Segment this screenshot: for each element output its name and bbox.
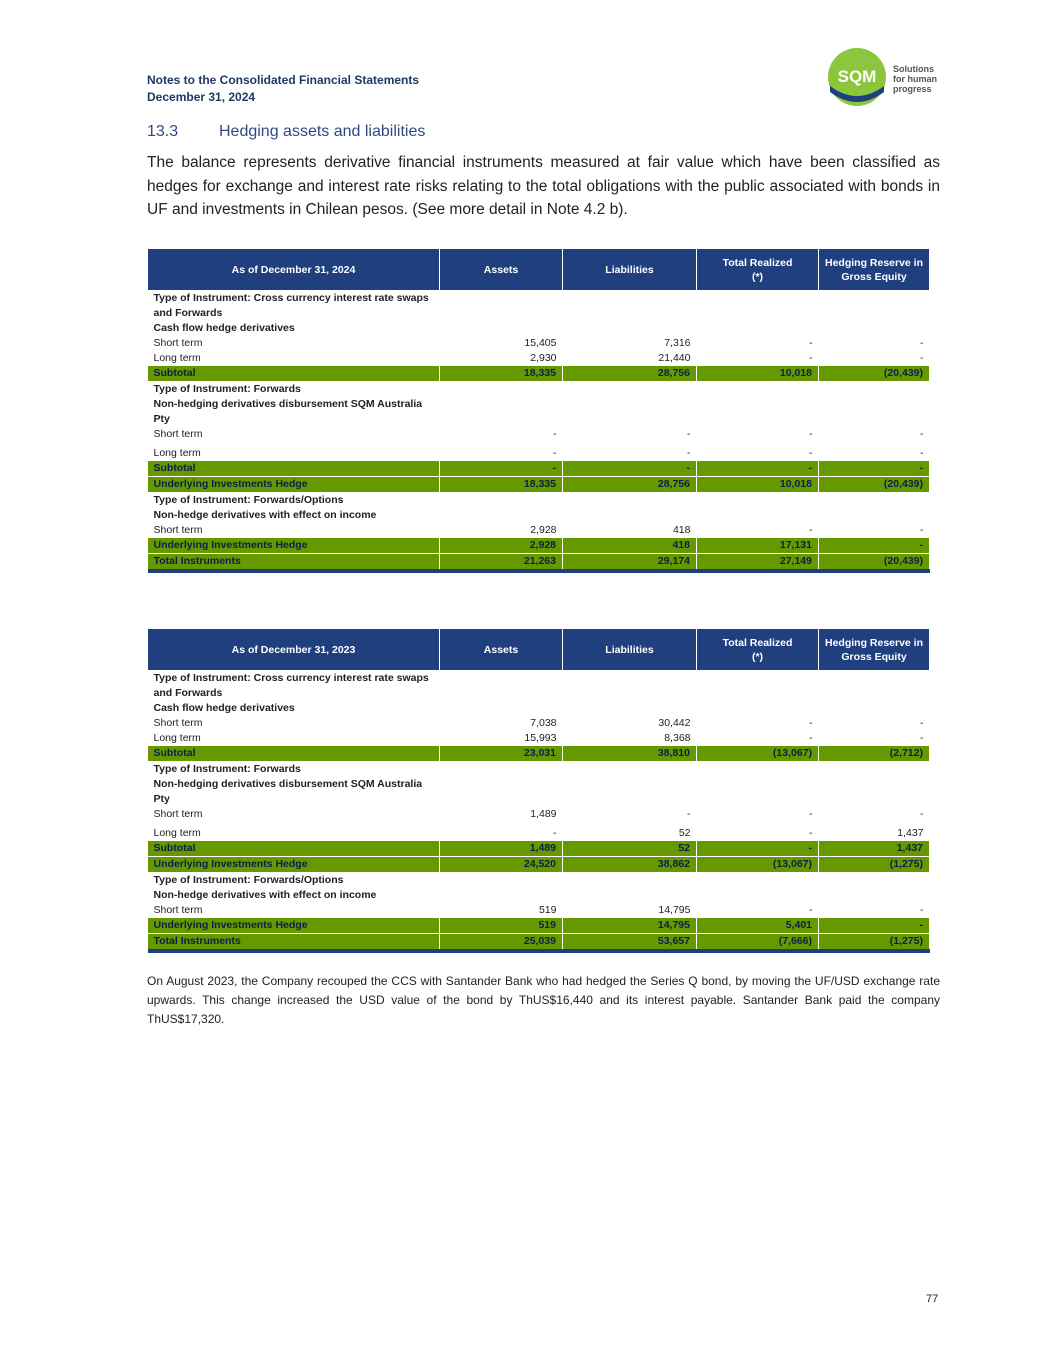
header-hedging-reserve: Hedging Reserve in Gross Equity [819, 249, 930, 291]
cell-assets: - [553, 447, 557, 459]
cell-total-realized: 17,131 [697, 538, 819, 554]
cell-liabilities [563, 382, 697, 398]
cell-assets [440, 888, 563, 903]
cell-hedging-reserve: - [819, 538, 930, 554]
cell-hedging-reserve: - [920, 717, 924, 729]
row-label: Underlying Investments Hedge [148, 918, 440, 934]
cell-hedging-reserve: (1,275) [819, 857, 930, 873]
row-label: Short term [153, 428, 203, 440]
table-row-total [148, 857, 930, 873]
cell-assets: 25,039 [440, 934, 563, 952]
cell-assets: 1,489 [440, 841, 563, 857]
table-row-total [148, 841, 930, 857]
cell-liabilities [563, 493, 697, 509]
section-number: 13.3 [147, 123, 179, 140]
table-row [148, 807, 930, 822]
cell-hedging-reserve [819, 671, 930, 702]
table-row-total [148, 461, 930, 477]
row-label: Long term [153, 827, 201, 839]
cell-total-realized [697, 508, 819, 523]
table-row [148, 731, 930, 746]
cell-hedging-reserve: - [920, 352, 924, 364]
cell-total-realized: - [697, 461, 819, 477]
cell-total-realized [697, 873, 819, 889]
cell-hedging-reserve: - [920, 428, 924, 440]
table-body [148, 291, 930, 574]
cell-total-realized [697, 777, 819, 807]
table-row [148, 336, 930, 351]
cell-assets: 21,263 [440, 554, 563, 572]
cell-liabilities [563, 888, 697, 903]
table-row-category [148, 493, 930, 509]
cell-total-realized: 10,018 [697, 477, 819, 493]
cell-assets [440, 493, 563, 509]
document-header [147, 72, 419, 106]
header-liabilities: Liabilities [563, 629, 697, 671]
cell-liabilities [563, 397, 697, 427]
cell-hedging-reserve [819, 777, 930, 807]
row-label: Cash flow hedge derivatives [153, 702, 295, 714]
cell-total-realized [697, 321, 819, 336]
row-label: Non-hedging derivatives disbursement SQM Australia Pty [153, 398, 423, 425]
table-row-category [148, 382, 930, 398]
row-label: Subtotal [148, 366, 440, 382]
row-label: Short term [153, 808, 203, 820]
cell-total-realized: (13,067) [697, 857, 819, 873]
cell-total-realized [697, 493, 819, 509]
intro-paragraph: The balance represents derivative financial instruments measured at fair value which have been classified as hedges for exchange and interest rate risks relating to the total obligations with the public associated with bonds in UF and investments in Chilean pesos. (See more detail in Note 4.2 b). [147, 154, 940, 218]
header-assets: Assets [440, 249, 563, 291]
cell-assets: 15,993 [524, 732, 557, 744]
table-row-total [148, 538, 930, 554]
cell-assets [440, 291, 563, 322]
cell-total-realized: - [809, 808, 813, 820]
header-title-line2: December 31, 2024 [147, 90, 256, 104]
header-hedging-reserve: Hedging Reserve in Gross Equity [819, 629, 930, 671]
cell-total-realized [697, 762, 819, 778]
cell-assets: 18,335 [440, 477, 563, 493]
cell-hedging-reserve [819, 888, 930, 903]
cell-total-realized: 5,401 [697, 918, 819, 934]
row-label: Type of Instrument: Cross currency interest rate swaps and Forwards [153, 672, 429, 699]
cell-hedging-reserve: - [920, 337, 924, 349]
cell-liabilities [563, 321, 697, 336]
row-label: Type of Instrument: Forwards/Options [153, 494, 344, 506]
cell-hedging-reserve: (20,439) [819, 554, 930, 572]
logo-tagline-3: progress [893, 84, 932, 94]
cell-assets [440, 397, 563, 427]
cell-hedging-reserve: (1,275) [819, 934, 930, 952]
cell-hedging-reserve: 1,437 [897, 827, 924, 839]
cell-total-realized: - [809, 732, 813, 744]
cell-assets [440, 762, 563, 778]
cell-assets [440, 671, 563, 702]
table-bottom-rule [148, 951, 930, 953]
cell-hedging-reserve [819, 493, 930, 509]
cell-liabilities: 14,795 [563, 918, 697, 934]
page-number: 77 [926, 1293, 939, 1305]
cell-liabilities: 29,174 [563, 554, 697, 572]
row-label: Long term [153, 447, 201, 459]
row-label: Subtotal [148, 461, 440, 477]
row-label: Type of Instrument: Forwards [153, 763, 301, 775]
logo-tagline-2: for human [893, 74, 937, 84]
row-label: Non-hedging derivatives disbursement SQM Australia Pty [153, 778, 423, 805]
cell-total-realized: - [809, 337, 813, 349]
cell-hedging-reserve [819, 291, 930, 322]
cell-liabilities [563, 777, 697, 807]
cell-assets: 1,489 [530, 808, 557, 820]
cell-hedging-reserve: - [819, 461, 930, 477]
cell-total-realized [697, 382, 819, 398]
row-label: Long term [153, 352, 201, 364]
row-label: Subtotal [148, 746, 440, 762]
cell-hedging-reserve [819, 397, 930, 427]
cell-assets: 7,038 [530, 717, 557, 729]
cell-hedging-reserve: - [920, 808, 924, 820]
row-label: Underlying Investments Hedge [148, 477, 440, 493]
cell-assets [440, 873, 563, 889]
cell-hedging-reserve: - [920, 732, 924, 744]
table-row-category [148, 777, 930, 807]
cell-total-realized: (13,067) [697, 746, 819, 762]
cell-total-realized: - [809, 428, 813, 440]
cell-total-realized: - [809, 524, 813, 536]
section-heading [147, 123, 425, 141]
table-row-total [148, 918, 930, 934]
cell-assets: - [553, 827, 557, 839]
cell-total-realized [697, 671, 819, 702]
header-period: As of December 31, 2024 [148, 249, 440, 291]
table-row-category [148, 873, 930, 889]
row-label: Short term [153, 524, 203, 536]
cell-liabilities: 38,862 [563, 857, 697, 873]
cell-total-realized: - [809, 447, 813, 459]
header-assets: Assets [440, 629, 563, 671]
row-label: Non-hedge derivatives with effect on income [153, 889, 377, 901]
cell-total-realized: - [809, 904, 813, 916]
row-label: Long term [153, 732, 201, 744]
hedging-table-2024 [147, 248, 930, 573]
table-row-total [148, 366, 930, 382]
cell-liabilities: 418 [563, 538, 697, 554]
row-label: Total Instruments [148, 934, 440, 952]
section-title: Hedging assets and liabilities [219, 123, 426, 140]
cell-liabilities: 418 [672, 524, 691, 536]
table-row [148, 822, 930, 841]
cell-total-realized: 10,018 [697, 366, 819, 382]
cell-assets: 24,520 [440, 857, 563, 873]
cell-hedging-reserve: - [920, 447, 924, 459]
cell-total-realized [697, 701, 819, 716]
cell-liabilities: 53,657 [563, 934, 697, 952]
cell-assets: 18,335 [440, 366, 563, 382]
cell-liabilities: - [563, 461, 697, 477]
cell-hedging-reserve: - [819, 918, 930, 934]
cell-assets: - [440, 461, 563, 477]
table-row [148, 442, 930, 461]
cell-liabilities: - [687, 447, 691, 459]
sqm-logo-graphic [828, 48, 943, 110]
cell-hedging-reserve: - [920, 904, 924, 916]
cell-total-realized: - [809, 717, 813, 729]
logo-tagline-1: Solutions [893, 64, 934, 74]
cell-hedging-reserve [819, 762, 930, 778]
note-paragraph: On August 2023, the Company recouped the CCS with Santander Bank who had hedged the Series Q bond, by moving the UF/USD exchange rate upwards. This change increased the USD value of the bond by ThUS$16,440 and its interest payable. Santander Bank paid the company ThUS$17,320. [147, 974, 940, 1026]
cell-total-realized: - [809, 827, 813, 839]
cell-liabilities: 52 [563, 841, 697, 857]
table-bottom-rule [148, 571, 930, 573]
cell-liabilities: 38,810 [563, 746, 697, 762]
cell-assets [440, 321, 563, 336]
row-label: Underlying Investments Hedge [148, 857, 440, 873]
table-row-total [148, 477, 930, 493]
cell-assets: 23,031 [440, 746, 563, 762]
row-label: Type of Instrument: Forwards/Options [153, 874, 344, 886]
header-period: As of December 31, 2023 [148, 629, 440, 671]
cell-assets: 15,405 [524, 337, 557, 349]
table-row-category [148, 671, 930, 702]
row-label: Total Instruments [148, 554, 440, 572]
row-label: Short term [153, 717, 203, 729]
logo-text: SQM [837, 67, 877, 86]
table-body [148, 671, 930, 954]
cell-assets: 2,930 [530, 352, 557, 364]
cell-assets [440, 382, 563, 398]
cell-assets [440, 777, 563, 807]
row-label: Short term [153, 337, 203, 349]
cell-assets [440, 701, 563, 716]
cell-hedging-reserve [819, 873, 930, 889]
cell-liabilities: 52 [678, 827, 691, 839]
cell-hedging-reserve: (20,439) [819, 366, 930, 382]
row-label: Non-hedge derivatives with effect on income [153, 509, 377, 521]
cell-assets: 2,928 [530, 524, 557, 536]
cell-liabilities: 14,795 [658, 904, 691, 916]
row-label: Subtotal [148, 841, 440, 857]
cell-hedging-reserve: 1,437 [819, 841, 930, 857]
cell-assets [440, 508, 563, 523]
cell-hedging-reserve: - [920, 524, 924, 536]
row-label: Underlying Investments Hedge [148, 538, 440, 554]
cell-hedging-reserve [819, 321, 930, 336]
table-row-category [148, 701, 930, 716]
table-row-total [148, 554, 930, 572]
sqm-logo [828, 48, 943, 110]
cell-liabilities [563, 671, 697, 702]
table-row-total [148, 934, 930, 952]
cell-liabilities: - [687, 808, 691, 820]
cell-total-realized: - [697, 841, 819, 857]
header-total-realized: Total Realized (*) [697, 629, 819, 671]
table-row-category [148, 321, 930, 336]
cell-liabilities [563, 291, 697, 322]
cell-liabilities: 30,442 [658, 717, 691, 729]
hedging-table-2023 [147, 628, 930, 953]
cell-total-realized [697, 397, 819, 427]
cell-total-realized [697, 888, 819, 903]
row-label: Short term [153, 904, 203, 916]
cell-assets: 519 [440, 918, 563, 934]
header-title-line1: Notes to the Consolidated Financial Statements [147, 73, 420, 87]
table-row-total [148, 746, 930, 762]
cell-assets: 519 [538, 904, 557, 916]
cell-assets: - [553, 428, 557, 440]
cell-liabilities [563, 701, 697, 716]
header-liabilities: Liabilities [563, 249, 697, 291]
table-row-category [148, 291, 930, 322]
header-total-realized: Total Realized (*) [697, 249, 819, 291]
cell-liabilities [563, 762, 697, 778]
cell-liabilities [563, 873, 697, 889]
cell-liabilities [563, 508, 697, 523]
cell-liabilities: 28,756 [563, 366, 697, 382]
cell-hedging-reserve [819, 382, 930, 398]
table-row [148, 903, 930, 918]
table-row-category [148, 397, 930, 427]
cell-hedging-reserve: (20,439) [819, 477, 930, 493]
table-row-category [148, 508, 930, 523]
table-row [148, 427, 930, 442]
cell-hedging-reserve: (2,712) [819, 746, 930, 762]
cell-hedging-reserve [819, 508, 930, 523]
row-label: Type of Instrument: Cross currency interest rate swaps and Forwards [153, 292, 429, 319]
table-row [148, 351, 930, 366]
row-label: Type of Instrument: Forwards [153, 383, 301, 395]
cell-liabilities: 28,756 [563, 477, 697, 493]
cell-assets: 2,928 [440, 538, 563, 554]
table-row-category [148, 888, 930, 903]
row-label: Cash flow hedge derivatives [153, 322, 295, 334]
cell-total-realized [697, 291, 819, 322]
cell-hedging-reserve [819, 701, 930, 716]
cell-liabilities: - [687, 428, 691, 440]
table-row [148, 523, 930, 538]
table-row [148, 716, 930, 731]
table-row-category [148, 762, 930, 778]
cell-liabilities: 8,368 [664, 732, 691, 744]
cell-total-realized: - [809, 352, 813, 364]
cell-liabilities: 7,316 [664, 337, 691, 349]
cell-liabilities: 21,440 [658, 352, 691, 364]
cell-total-realized: 27,149 [697, 554, 819, 572]
cell-total-realized: (7,666) [697, 934, 819, 952]
